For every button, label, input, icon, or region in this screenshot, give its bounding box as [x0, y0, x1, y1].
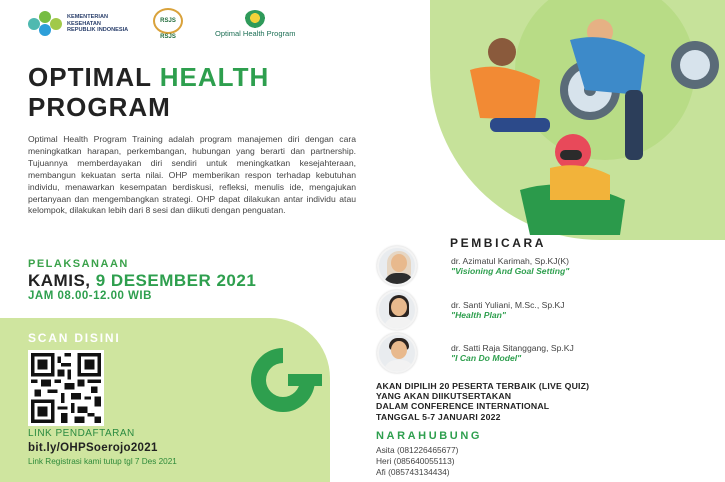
- announcement-line: DALAM CONFERENCE INTERNATIONAL: [376, 401, 550, 412]
- speaker-photo: [377, 333, 417, 373]
- rsjs-seal-icon: RSJS: [153, 8, 183, 34]
- ohp-logo: [215, 10, 295, 38]
- scan-label: SCAN DISINI: [28, 331, 121, 345]
- ohp-mark-icon: [244, 10, 266, 30]
- title-optimal: OPTIMAL: [28, 62, 152, 92]
- speaker-name: dr. Azimatul Karimah, Sp.KJ(K): [451, 256, 569, 266]
- speaker-name: dr. Santi Yuliani, M.Sc., Sp.KJ: [451, 300, 565, 310]
- rsjs-title: RSJS: [160, 34, 176, 40]
- registration-qr-code[interactable]: [28, 350, 104, 426]
- quiz-announcement: [376, 381, 589, 422]
- event-label: PELAKSANAAN: [28, 258, 129, 270]
- speaker-photo: [377, 290, 417, 330]
- speaker-topic: "I Can Do Model": [451, 353, 522, 363]
- announcement-line: YANG AKAN DIIKUTSERTAKAN: [376, 391, 512, 402]
- ohp-swoosh-icon: [238, 340, 328, 420]
- contact-item: Heri (085640055113): [376, 456, 455, 466]
- rsjs-logo: [153, 8, 183, 40]
- speaker-topic: "Health Plan": [451, 310, 506, 320]
- mechanic-illustration: [410, 0, 725, 235]
- kemenkes-logo: [28, 11, 129, 37]
- speaker-name: dr. Satti Raja Sitanggang, Sp.KJ: [451, 343, 574, 353]
- event-time: JAM 08.00-12.00 WIB: [28, 290, 152, 302]
- announcement-line: TANGGAL 5-7 JANUARI 2022: [376, 411, 501, 422]
- ohp-logo-text: Optimal Health Program: [215, 29, 296, 38]
- logo-bar: [28, 8, 295, 40]
- contact-item: Asita (081226465677): [376, 445, 459, 455]
- kemenkes-mark-icon: [28, 11, 62, 37]
- title-health: HEALTH: [159, 62, 270, 92]
- contact-item: Afi (085743134434): [376, 467, 450, 477]
- speaker-card: [377, 246, 569, 286]
- speaker-photo: [377, 246, 417, 286]
- event-date: [28, 271, 256, 291]
- speaker-topic: "Visioning And Goal Setting": [451, 266, 570, 276]
- announcement-line: AKAN DIPILIH 20 PESERTA TERBAIK (LIVE QUIZ): [376, 381, 590, 391]
- contacts-title: NARAHUBUNG: [376, 430, 483, 442]
- registration-link[interactable]: bit.ly/OHPSoerojo2021: [28, 442, 158, 454]
- event-day: KAMIS,: [28, 271, 91, 290]
- qr-code-icon: [31, 353, 101, 423]
- event-date-value: 9 DESEMBER 2021: [95, 271, 257, 290]
- kemenkes-text: KEMENTERIAN KESEHATAN REPUBLIK INDONESIA: [67, 14, 129, 34]
- speaker-card: [377, 333, 574, 373]
- registration-note: Link Registrasi kami tutup tgl 7 Des 2021: [28, 457, 177, 466]
- registration-link-label: LINK PENDAFTARAN: [28, 428, 135, 439]
- page-title: [28, 62, 269, 122]
- speaker-card: [377, 290, 565, 330]
- speakers-title: PEMBICARA: [450, 236, 547, 250]
- program-description: Optimal Health Program Training adalah program manajemen diri dengan cara meningkatkan harapan, perkembangan, hubungan yang berarti dan partnership. Tujuannya memberdayakan diri sendiri untuk meningkatkan kesejahteraan, membangun kekuatan serta nilai. OHP memberikan respon terhadap kebutuhan individu, menawarkan kesempatan berdiskusi, refleksi, menulis ide, mengajukan pertanyaan dan mengembangkan strategi. OHP dapat dilakukan antar individu atau kelompok, dilakukan lebih dari 8 sesi dan diikuti dengan penguatan.: [28, 134, 356, 216]
- title-program: PROGRAM: [28, 92, 171, 122]
